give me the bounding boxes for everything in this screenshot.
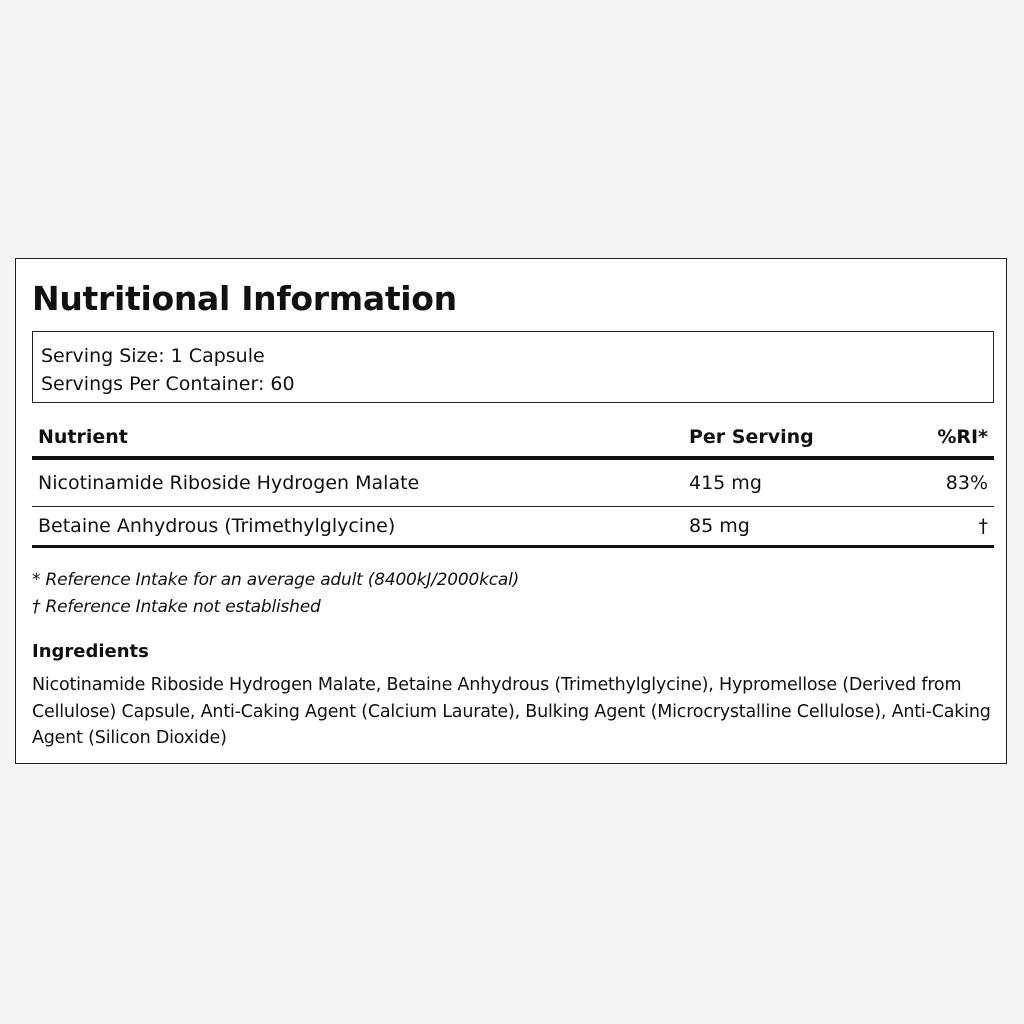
- nutrient-name: Betaine Anhydrous (Trimethylglycine): [38, 515, 396, 537]
- nutrient-amount: 85 mg: [689, 515, 750, 537]
- serving-size: Serving Size: 1 Capsule: [41, 345, 265, 367]
- table-row: [32, 460, 994, 506]
- footnote-reference-intake: * Reference Intake for an average adult (8400kJ/2000kcal): [32, 570, 520, 590]
- table-row: [32, 507, 994, 545]
- nutrient-amount: 415 mg: [689, 472, 762, 494]
- panel-title: Nutritional Information: [32, 279, 457, 318]
- header-nutrient: Nutrient: [38, 426, 128, 448]
- header-ri: %RI*: [937, 426, 988, 448]
- nutrient-ri: †: [978, 515, 988, 537]
- ingredients-heading: Ingredients: [32, 641, 149, 662]
- nutrient-ri: 83%: [945, 472, 988, 494]
- table-header-row: [32, 419, 994, 456]
- nutrition-panel: [15, 258, 1007, 764]
- servings-per-container: Servings Per Container: 60: [41, 373, 295, 395]
- nutrient-table: [32, 419, 994, 548]
- header-per-serving: Per Serving: [689, 426, 814, 448]
- footnote-not-established: † Reference Intake not established: [32, 597, 321, 617]
- serving-info-box: [32, 331, 994, 403]
- ingredients-text: Nicotinamide Riboside Hydrogen Malate, Betaine Anhydrous (Trimethylglycine), Hypromellose (Derived from Cellulose) Capsule, Anti-Caking Agent (Calcium Laurate), Bulking Agent (Microcrystalline Cellulose), Anti-Caking Agent (Silicon Dioxide): [32, 675, 991, 748]
- table-end-divider: [32, 545, 994, 548]
- nutrient-name: Nicotinamide Riboside Hydrogen Malate: [38, 472, 420, 494]
- footnotes: [32, 567, 519, 621]
